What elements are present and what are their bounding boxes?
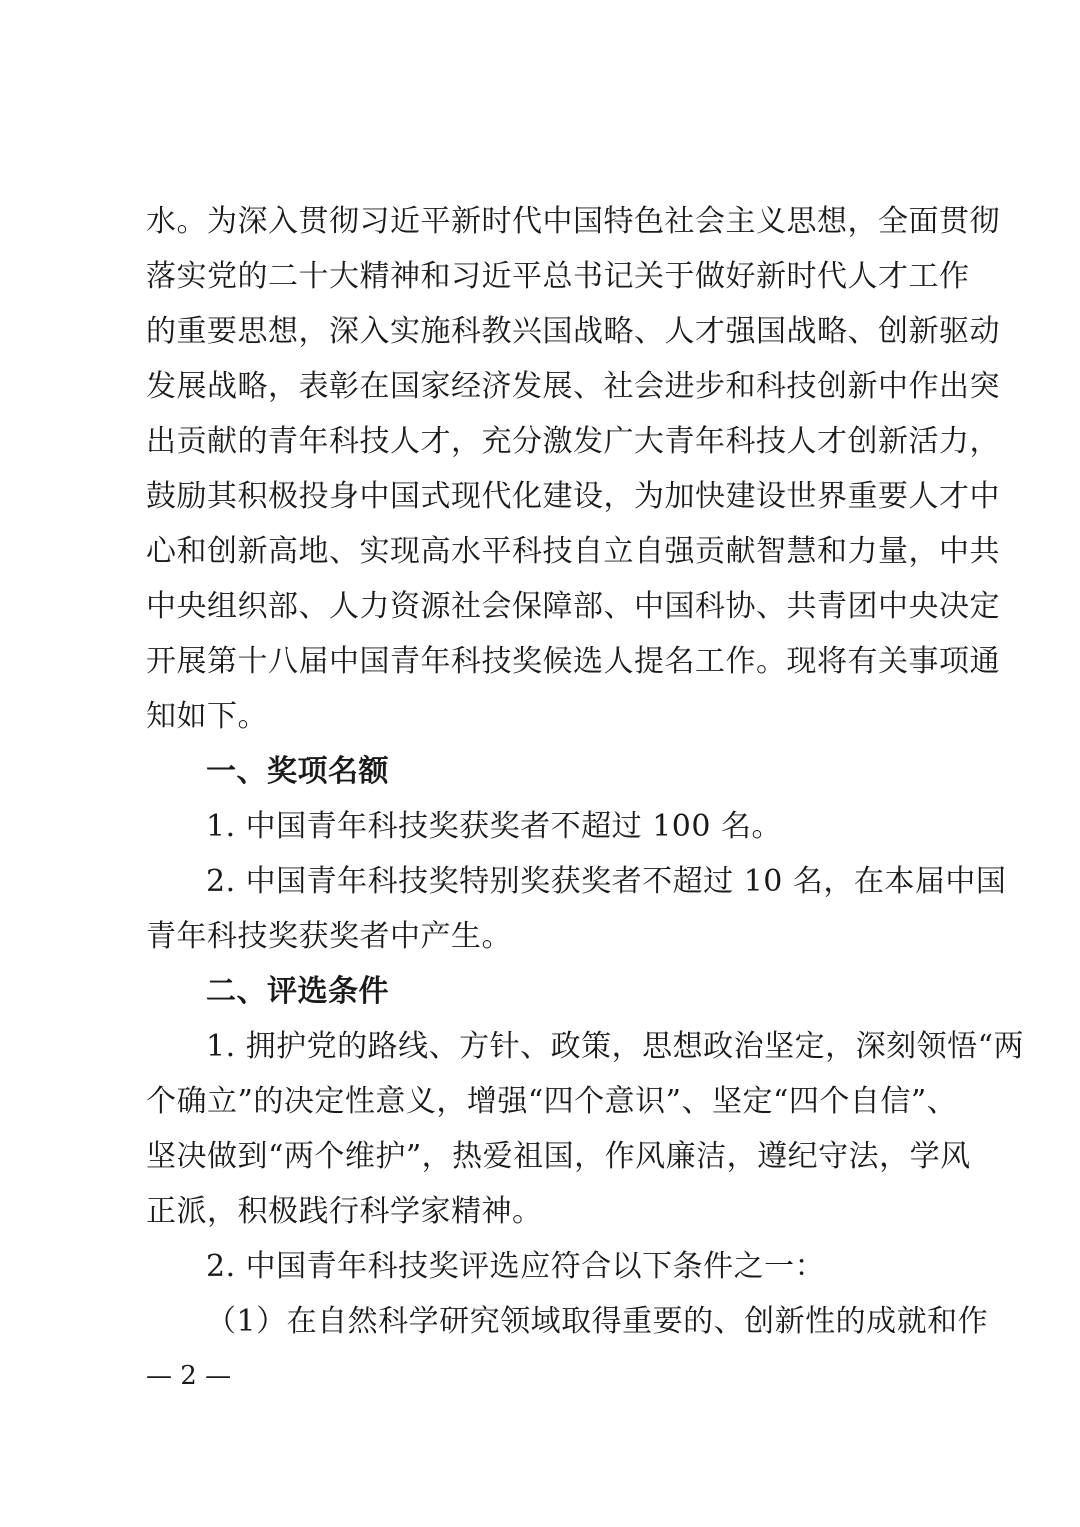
list-item: （1）在自然科学研究领域取得重要的、创新性的成就和作 bbox=[206, 1304, 989, 1339]
body-line: 青年科技奖获奖者中产生。 bbox=[146, 919, 512, 954]
section-heading: 二、评选条件 bbox=[206, 974, 389, 1009]
body-line: 水。为深入贯彻习近平新时代中国特色社会主义思想，全面贯彻 bbox=[146, 204, 1000, 239]
list-item: 1. 中国青年科技奖获奖者不超过 100 名。 bbox=[206, 809, 782, 844]
body-line: 中央组织部、人力资源社会保障部、中国科协、共青团中央决定 bbox=[146, 589, 1000, 624]
body-line: 发展战略，表彰在国家经济发展、社会进步和科技创新中作出突 bbox=[146, 369, 1000, 404]
list-item: 2. 中国青年科技奖特别奖获奖者不超过 10 名，在本届中国 bbox=[206, 864, 1007, 899]
list-item: 2. 中国青年科技奖评选应符合以下条件之一： bbox=[206, 1249, 826, 1284]
body-line: 知如下。 bbox=[146, 699, 268, 734]
body-line: 个确立”的决定性意义，增强“四个意识”、坚定“四个自信”、 bbox=[146, 1084, 958, 1119]
body-line: 的重要思想，深入实施科教兴国战略、人才强国战略、创新驱动 bbox=[146, 314, 1000, 349]
body-line: 心和创新高地、实现高水平科技自立自强贡献智慧和力量，中共 bbox=[146, 534, 1000, 569]
body-line: 出贡献的青年科技人才，充分激发广大青年科技人才创新活力， bbox=[146, 424, 1000, 459]
section-heading: 一、奖项名额 bbox=[206, 754, 389, 789]
body-line: 正派，积极践行科学家精神。 bbox=[146, 1194, 543, 1229]
list-item: 1. 拥护党的路线、方针、政策，思想政治坚定，深刻领悟“两 bbox=[206, 1029, 1024, 1064]
body-line: 开展第十八届中国青年科技奖候选人提名工作。现将有关事项通 bbox=[146, 644, 1000, 679]
body-line: 坚决做到“两个维护”，热爱祖国，作风廉洁，遵纪守法，学风 bbox=[146, 1139, 971, 1174]
body-line: 鼓励其积极投身中国式现代化建设，为加快建设世界重要人才中 bbox=[146, 479, 1000, 514]
page-number: — 2 — bbox=[146, 1361, 232, 1391]
body-line: 落实党的二十大精神和习近平总书记关于做好新时代人才工作 bbox=[146, 259, 970, 294]
